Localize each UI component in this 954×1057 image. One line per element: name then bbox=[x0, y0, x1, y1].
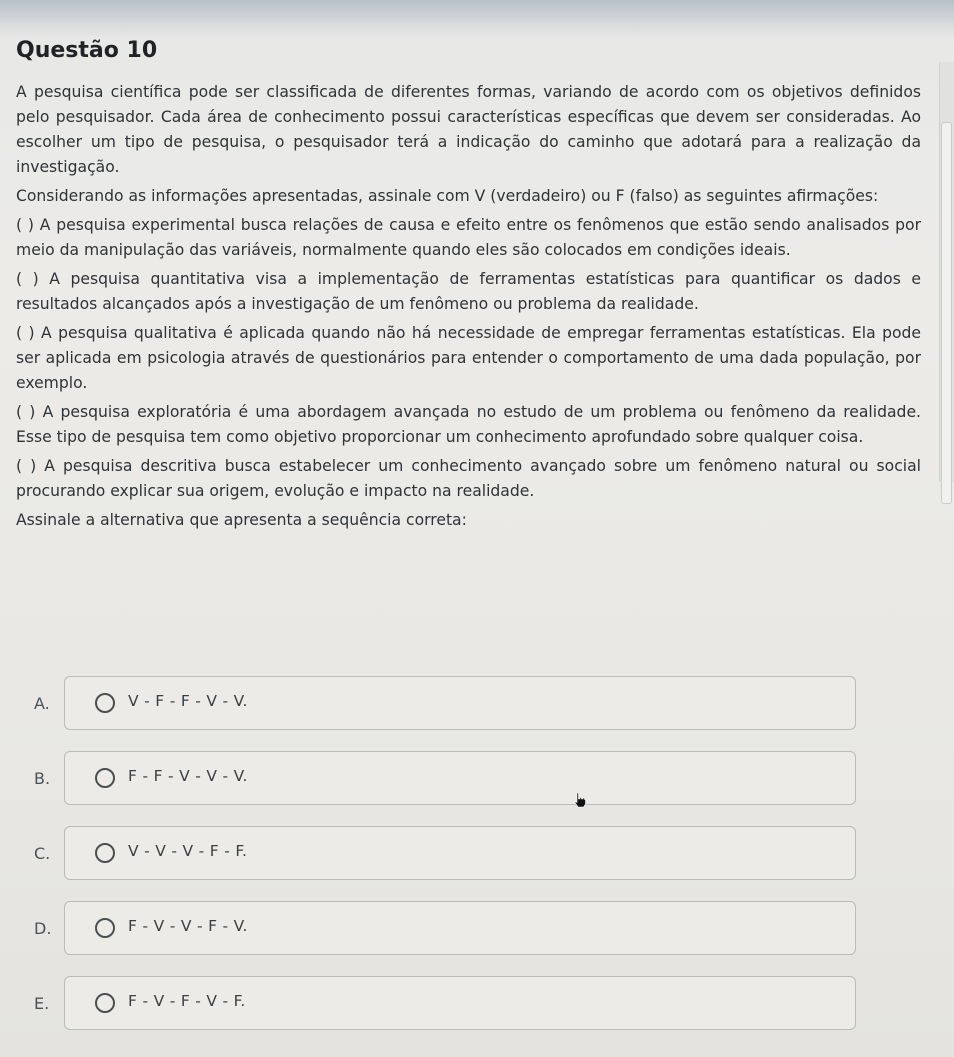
option-box[interactable] bbox=[64, 751, 856, 805]
statement-4: ( ) A pesquisa exploratória é uma abordagem avançada no estudo de um problema ou fenômeno da realidade. Esse tipo de pesquisa tem como objetivo proporcionar um conhecimento aprofundado sobre qualquer coisa. bbox=[16, 403, 921, 446]
option-letter: C. bbox=[34, 844, 51, 863]
radio-circle-icon[interactable] bbox=[95, 993, 115, 1013]
question-title: Questão 10 bbox=[16, 38, 158, 63]
option-b[interactable] bbox=[0, 751, 954, 809]
option-d[interactable] bbox=[0, 901, 954, 959]
scrollbar-track[interactable] bbox=[939, 62, 954, 482]
option-e[interactable] bbox=[0, 976, 954, 1034]
question-intro: A pesquisa científica pode ser classificada de diferentes formas, variando de acordo com os objetivos definidos pelo pesquisador. Cada área de conhecimento possui características específicas que devem ser consideradas. Ao escolher um tipo de pesquisa, o pesquisador terá a indicação do caminho que adotará para a realização da investigação. bbox=[16, 83, 921, 176]
option-text: F - V - F - V - F. bbox=[128, 992, 246, 1010]
option-letter: B. bbox=[34, 769, 51, 788]
option-letter: D. bbox=[34, 919, 52, 938]
answer-prompt: Assinale a alternativa que apresenta a sequência correta: bbox=[16, 511, 467, 529]
statement-1: ( ) A pesquisa experimental busca relações de causa e efeito entre os fenômenos que estão sendo analisados por meio da manipulação das variáveis, normalmente quando eles são colocados em condições ideais. bbox=[16, 216, 921, 259]
radio-circle-icon[interactable] bbox=[95, 843, 115, 863]
option-text: F - F - V - V - V. bbox=[128, 767, 248, 785]
option-text: V - F - F - V - V. bbox=[128, 692, 248, 710]
radio-circle-icon[interactable] bbox=[95, 918, 115, 938]
statement-5: ( ) A pesquisa descritiva busca estabelecer um conhecimento avançado sobre um fenômeno natural ou social procurando explicar sua origem, evolução e impacto na realidade. bbox=[16, 457, 921, 500]
option-box[interactable] bbox=[64, 826, 856, 880]
option-text: V - V - V - F - F. bbox=[128, 842, 248, 860]
question-page bbox=[0, 22, 954, 1057]
radio-circle-icon[interactable] bbox=[95, 693, 115, 713]
question-instruction: Considerando as informações apresentadas, assinale com V (verdadeiro) ou F (falso) as seguintes afirmações: bbox=[16, 187, 879, 205]
option-box[interactable] bbox=[64, 901, 856, 955]
option-letter: E. bbox=[34, 994, 50, 1013]
radio-circle-icon[interactable] bbox=[95, 768, 115, 788]
hand-pointer-icon bbox=[573, 792, 587, 808]
option-text: F - V - V - F - V. bbox=[128, 917, 248, 935]
question-body bbox=[16, 80, 921, 537]
scrollbar-thumb[interactable] bbox=[941, 122, 952, 504]
option-box[interactable] bbox=[64, 676, 856, 730]
option-letter: A. bbox=[34, 694, 50, 713]
browser-top-strip bbox=[0, 0, 954, 22]
option-a[interactable] bbox=[0, 676, 954, 734]
statement-3: ( ) A pesquisa qualitativa é aplicada quando não há necessidade de empregar ferramentas estatísticas. Ela pode ser aplicada em psicologia através de questionários para entender o comportamento de uma dada população, por exemplo. bbox=[16, 324, 921, 392]
option-c[interactable] bbox=[0, 826, 954, 884]
statement-2: ( ) A pesquisa quantitativa visa a implementação de ferramentas estatísticas para quantificar os dados e resultados alcançados após a investigação de um fenômeno ou problema da realidade. bbox=[16, 270, 921, 313]
option-box[interactable] bbox=[64, 976, 856, 1030]
